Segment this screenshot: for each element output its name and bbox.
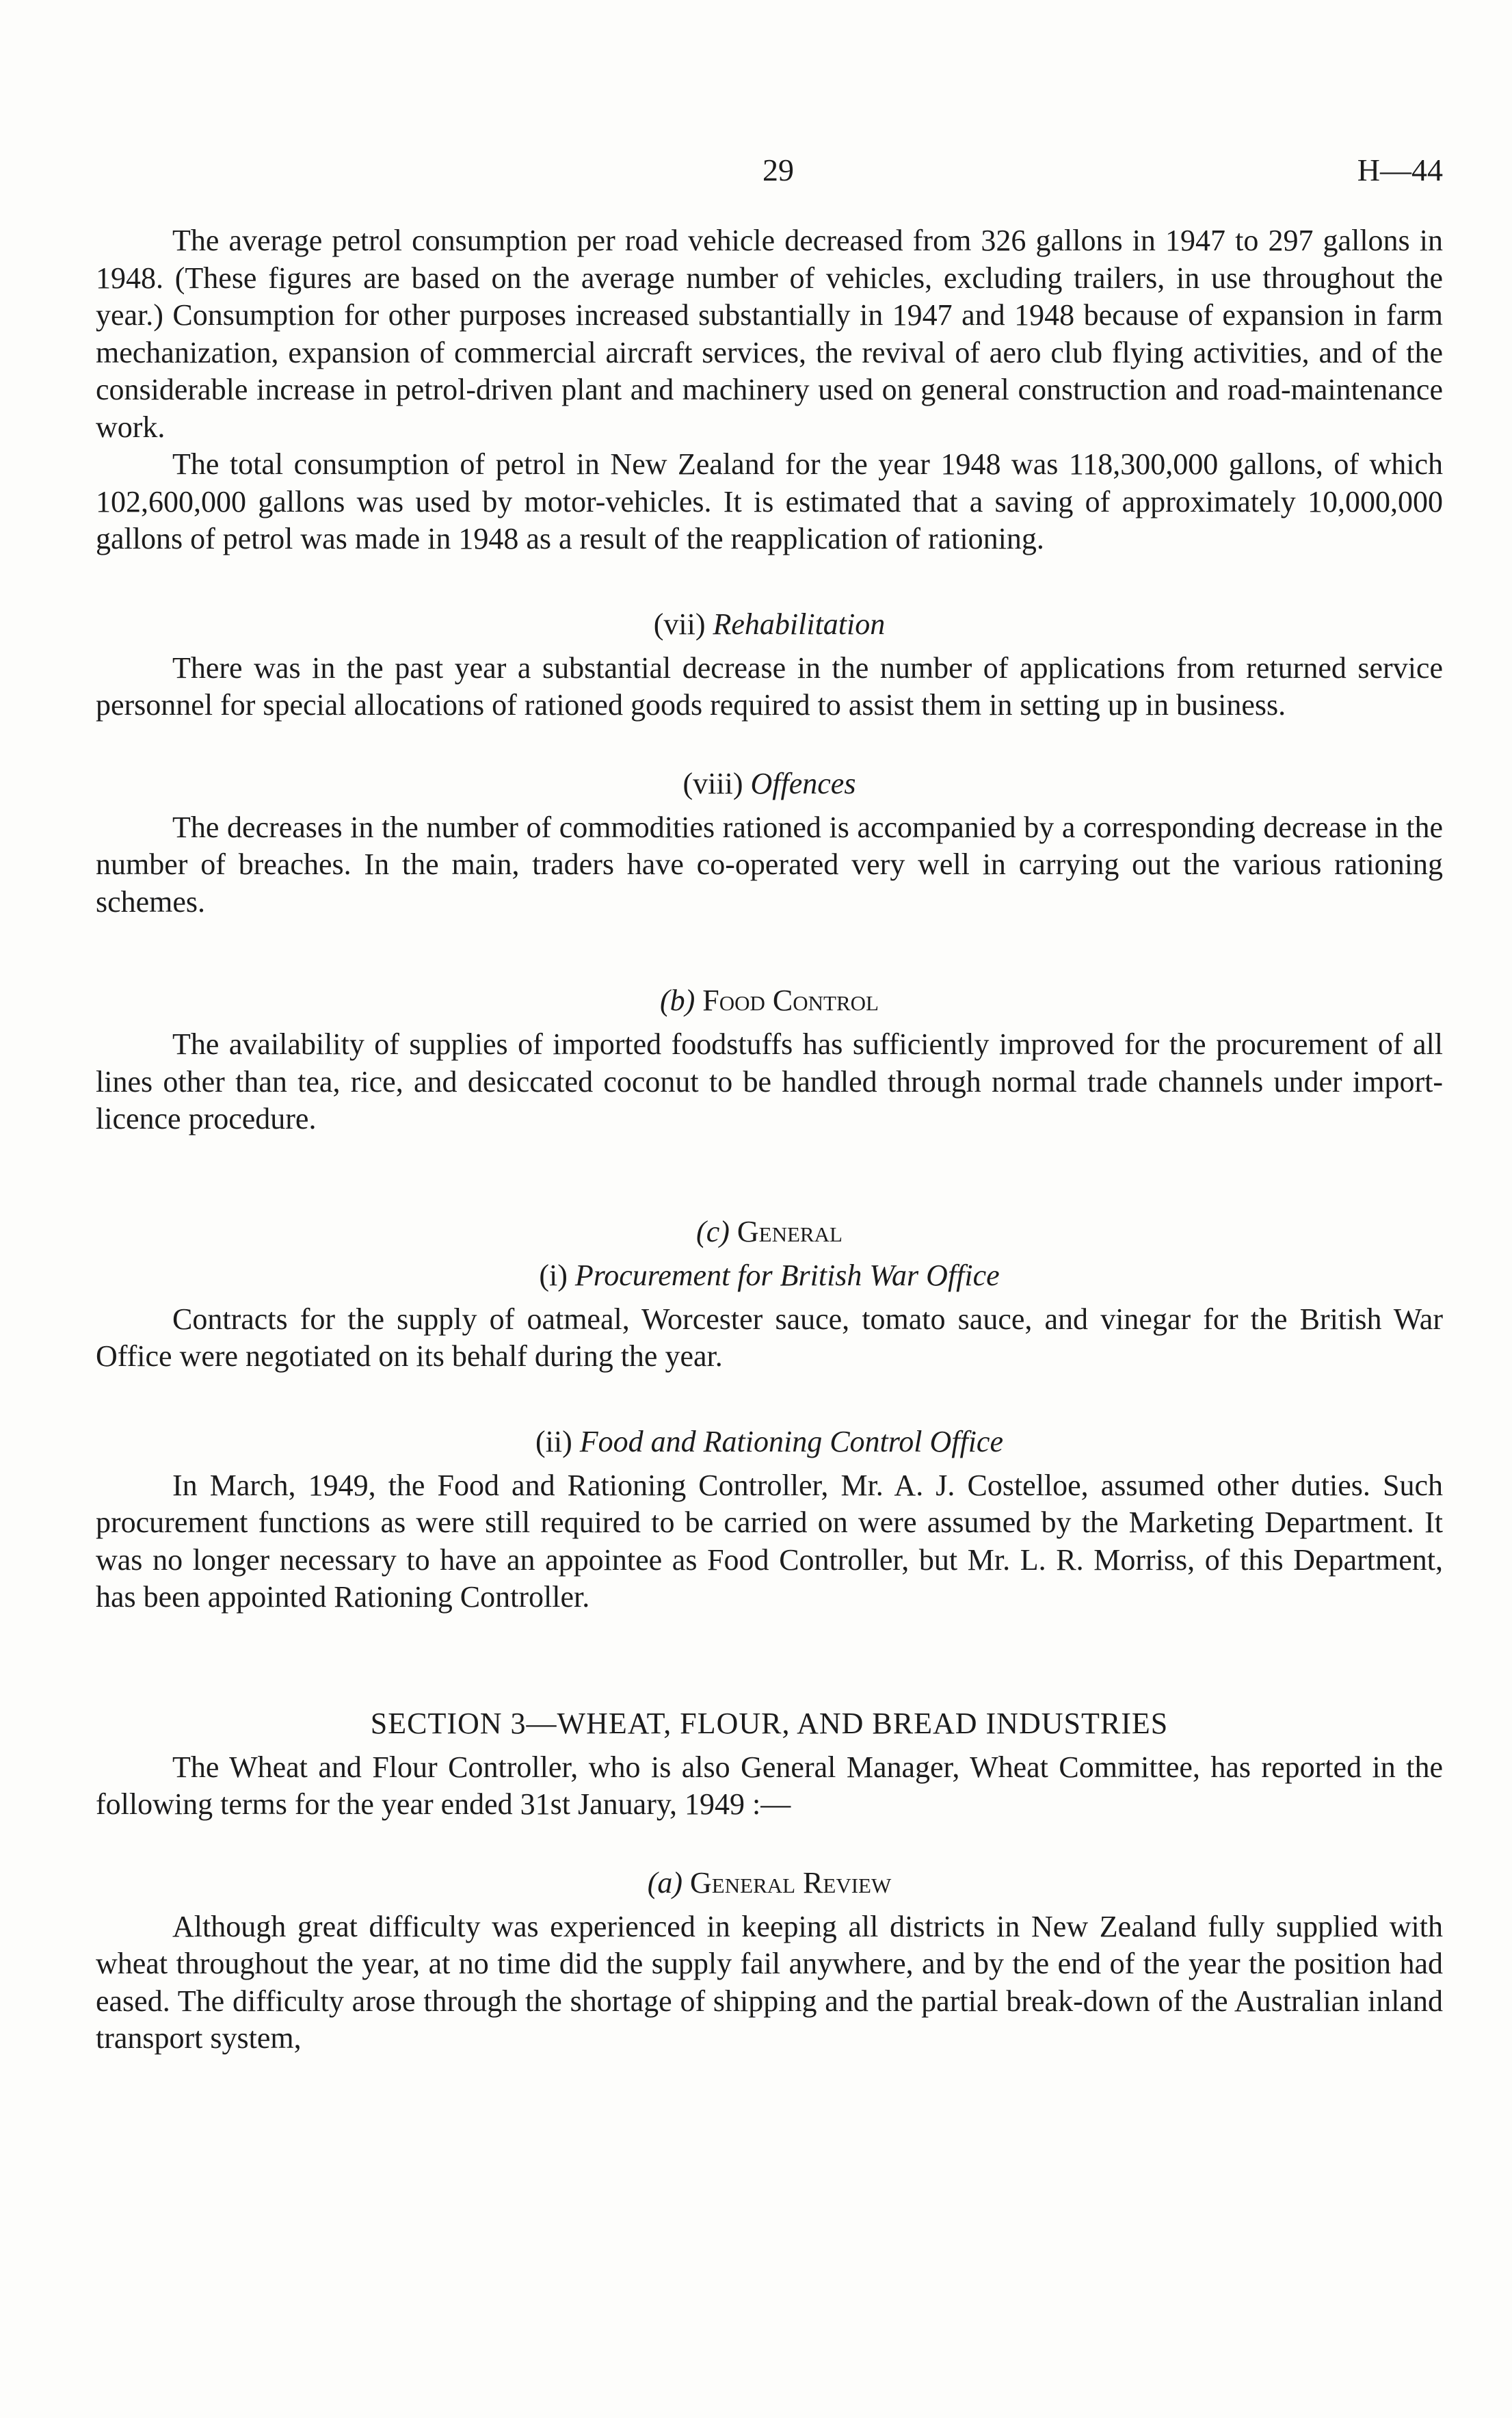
paragraph-food-control: The availability of supplies of imported foodstuffs has sufficiently improved for the procurement of all lines other than tea, rice, and desiccated coconut to be handled through normal trade channels under import-licence procedure. bbox=[96, 1027, 1443, 1135]
paragraph-petrol-consumption: The average petrol consumption per road vehicle decreased from 326 gallons in 1947 to 297 gallons in 1948. (These figures are based on the average number of vehicles, excluding trailers, in use throughout the year.) Consumption for other purposes increased substantially in 1947 and 1948 because of expansion in farm mechanization, expansion of commercial aircraft services, the revival of aero club flying activities, and of the considerable increase in petrol-driven plant and machinery used on general construction and road-maintenance work. bbox=[96, 224, 1443, 444]
heading-title: Food Control bbox=[702, 984, 879, 1017]
running-head bbox=[96, 152, 1443, 200]
heading-offences bbox=[96, 765, 1443, 802]
heading-title: Food and Rationing Control Office bbox=[579, 1424, 1003, 1458]
heading-title: General bbox=[737, 1214, 843, 1248]
heading-food-control bbox=[96, 982, 1443, 1019]
heading-title: Procurement for British War Office bbox=[574, 1258, 1000, 1292]
heading-number: (ii) bbox=[535, 1424, 572, 1458]
heading-number: (vii) bbox=[653, 607, 706, 641]
heading-title: Offences bbox=[750, 766, 856, 800]
heading-title: General Review bbox=[690, 1865, 892, 1900]
paragraph-general-review: Although great difficulty was experienced in keeping all districts in New Zealand fully supplied with wheat throughout the year, at no time did the supply fail anywhere, and by the end of the year the position had eased. The difficulty arose through the shortage of shipping and the partial break-down of the Australian inland transport system, bbox=[96, 1909, 1443, 2055]
section-title: SECTION 3—WHEAT, FLOUR, AND BREAD INDUSTRIES bbox=[370, 1706, 1169, 1740]
page-number: 29 bbox=[762, 153, 794, 187]
heading-number: (viii) bbox=[682, 766, 743, 800]
paragraph-rehabilitation: There was in the past year a substantial decrease in the number of applications from returned service personnel for special allocations of rationed goods required to assist them in setting up in business. bbox=[96, 651, 1443, 722]
paragraph-procurement: Contracts for the supply of oatmeal, Worcester sauce, tomato sauce, and vinegar for the British War Office were negotiated on its behalf during the year. bbox=[96, 1302, 1443, 1373]
paragraph-total-consumption: The total consumption of petrol in New Zealand for the year 1948 was 118,300,000 gallons, of which 102,600,000 gallons was used by motor-vehicles. It is estimated that a saving of approximately 10,000,000 gallons of petrol was made in 1948 as a result of the reapplication of rationing. bbox=[96, 447, 1443, 555]
document-code: H—44 bbox=[1357, 153, 1443, 187]
body-text bbox=[96, 222, 1443, 2058]
heading-procurement bbox=[96, 1257, 1443, 1294]
heading-number: (i) bbox=[539, 1258, 568, 1292]
heading-title: Rehabilitation bbox=[713, 607, 886, 641]
heading-number: (c) bbox=[696, 1214, 730, 1248]
heading-number: (a) bbox=[647, 1865, 683, 1900]
heading-rehabilitation bbox=[96, 606, 1443, 643]
paragraph-wheat-controller: The Wheat and Flour Controller, who is also General Manager, Wheat Committee, has reported in the following terms for the year ended 31st January, 1949 :— bbox=[96, 1750, 1443, 1821]
heading-general bbox=[96, 1213, 1443, 1250]
heading-general-review bbox=[96, 1865, 1443, 1902]
paragraph-food-rationing-office: In March, 1949, the Food and Rationing Controller, Mr. A. J. Costelloe, assumed other duties. Such procurement functions as were still required to be carried on were assumed by the Marketing Department. It was no longer necessary to have an appointee as Food Controller, but Mr. L. R. Morriss, of this Department, has been appointed Rationing Controller. bbox=[96, 1468, 1443, 1614]
paragraph-offences: The decreases in the number of commodities rationed is accompanied by a corresponding decrease in the number of breaches. In the main, traders have co-operated very well in carrying out the various rationing schemes. bbox=[96, 810, 1443, 919]
heading-number: (b) bbox=[659, 984, 695, 1017]
heading-food-rationing-office bbox=[96, 1423, 1443, 1460]
